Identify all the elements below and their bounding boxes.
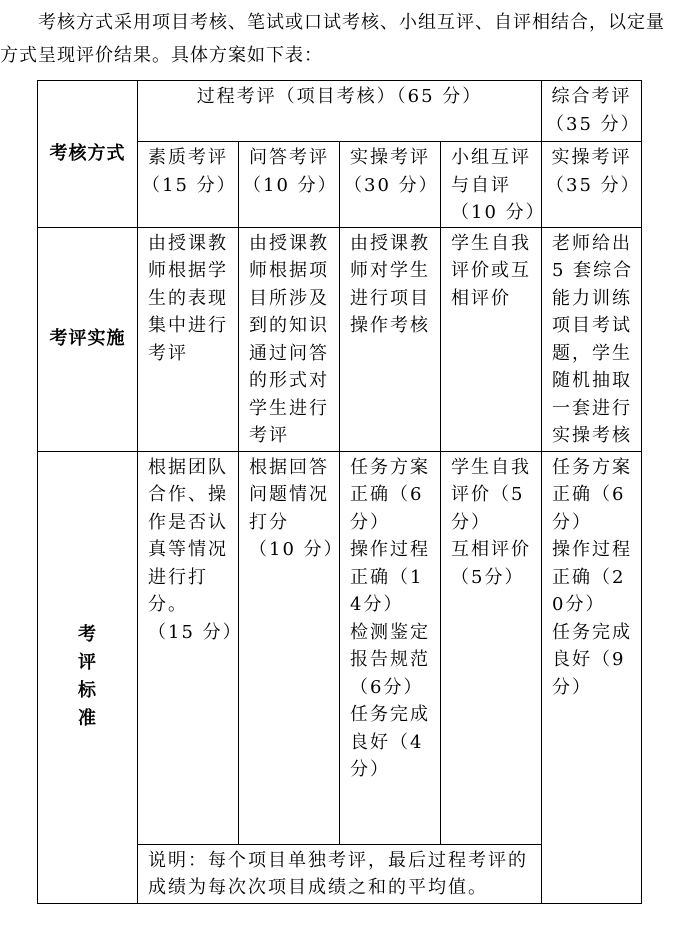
- implementation-cell: 由授课教师对学生进行项目操作考核: [340, 227, 441, 451]
- standard-line: （15 分）: [148, 621, 243, 643]
- standard-line: 任务方案正确（6分）: [350, 456, 430, 533]
- standard-line: 任务方案正确（6分）: [552, 456, 632, 533]
- standard-line: 操作过程正确（20分）: [552, 539, 632, 615]
- intro-paragraph: [0, 6, 692, 72]
- row-header-standard: [38, 451, 138, 903]
- standard-cell: [239, 451, 344, 844]
- implementation-cell: 老师给出 5 套综合能力训练项目考试题，学生随机抽取一套进行实操考核: [542, 227, 642, 451]
- standard-line: （10 分）: [249, 539, 344, 560]
- group-header-process: 过程考评（项目考核）（65 分）: [138, 81, 542, 142]
- standard-cell: [138, 451, 243, 844]
- standard-cell: [441, 451, 542, 844]
- implementation-cell: 学生自我评价或互相评价: [441, 227, 542, 451]
- column-header: 实操考评（35 分）: [542, 142, 642, 228]
- intro-line-1: 考核方式采用项目考核、笔试或口试考核、小组互评、自评相结合，以定量: [38, 12, 665, 33]
- column-header: 问答考评（10 分）: [239, 142, 340, 228]
- standard-line: 根据团队合作、操作是否认真等情况进行打分。: [148, 456, 228, 615]
- standard-cell: [542, 451, 642, 903]
- standard-line: 任务完成良好（9分）: [552, 621, 632, 698]
- standard-line: 互相评价（5分）: [451, 539, 531, 588]
- row-header-standard-text: 考评标准: [78, 624, 97, 729]
- standard-cell: [340, 451, 441, 844]
- standard-line: 学生自我评价（5分）: [451, 456, 531, 533]
- standard-line: 任务完成良好（4分）: [350, 704, 430, 780]
- row-header-implementation: 考评实施: [38, 227, 138, 451]
- group-header-comprehensive: 综合考评（35 分）: [542, 81, 642, 142]
- implementation-cell: 由授课教师根据学生的表现集中进行考评: [138, 227, 239, 451]
- column-header: 实操考评（30 分）: [340, 142, 441, 228]
- row-header-method: 考核方式: [38, 81, 138, 228]
- standard-line: 检测鉴定报告规范（6分）: [350, 621, 430, 698]
- assessment-table: [37, 80, 642, 904]
- standard-line: 操作过程正确（14分）: [350, 539, 430, 615]
- column-header: 小组互评与自评（10 分）: [441, 142, 542, 228]
- standard-line: 根据回答问题情况打分: [249, 456, 329, 533]
- table-note: 说明：每个项目单独考评，最后过程考评的成绩为每次次项目成绩之和的平均值。: [138, 844, 542, 903]
- intro-line-2: 方式呈现评价结果。具体方案如下表：: [0, 45, 323, 66]
- implementation-cell: 由授课教师根据项目所涉及到的知识通过问答的形式对学生进行考评: [239, 227, 340, 451]
- column-header: 素质考评（15 分）: [138, 142, 239, 228]
